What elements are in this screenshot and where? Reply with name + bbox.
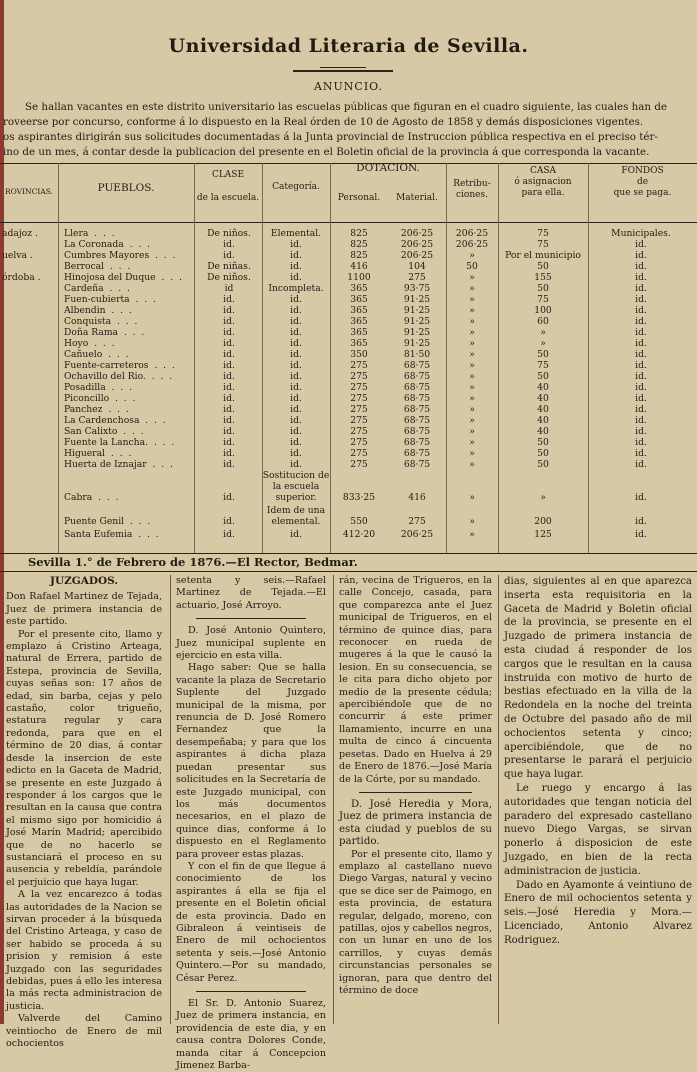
table-cell-casa: 75	[537, 239, 549, 250]
title-ornament-rule	[293, 70, 393, 72]
table-cell-clase: id.	[223, 349, 235, 360]
table-cell-cat: id.	[290, 305, 302, 316]
table-cell-clase: id.	[223, 294, 235, 305]
header-personal: Personal.	[337, 193, 381, 203]
table-cell-mat: 93·75	[403, 283, 431, 294]
announcement-heading: ANUNCIO.	[313, 80, 384, 93]
intro-line: ino de un mes, á contar desde la publicacion del presente en el Boletin oficial de la provincia á que corresponda la vacante.	[3, 146, 650, 158]
intro-line: os aspirantes dirigirán sus solicitudes documentadas á la Junta provincial de Instruccion pública respectiva en el preciso tér-	[3, 131, 658, 143]
table-cell-fondos: id.	[635, 516, 647, 527]
table-cell-clase: id.	[223, 529, 235, 540]
table-cell-casa: Por el municipio	[505, 250, 581, 261]
table-cell-casa: 50	[537, 283, 549, 294]
table-cell-cat: id.	[290, 316, 302, 327]
table-cell-pueblo: Posadilla . . .	[64, 382, 132, 393]
table-cell-ret: »	[469, 338, 475, 349]
table-cell-pers: 416	[350, 261, 368, 272]
table-cell-mat: 91·25	[403, 327, 431, 338]
table-cell-mat: 206·25	[400, 529, 434, 540]
table-cell-fondos: id.	[635, 250, 647, 261]
table-cell-ret: »	[469, 492, 475, 503]
table-cell-pers: 275	[350, 459, 368, 470]
notice-paragraph: El Sr. D. Antonio Suarez, Juez de primera instancia, en providencia de este dia, y en causa contra Dolores Conde, manda citar á Concepcion Jimenez Barba-	[176, 998, 326, 1072]
table-cell-pers: 275	[350, 415, 368, 426]
table-cell-ret: 206·25	[455, 239, 489, 250]
table-cell-clase: id.	[223, 516, 235, 527]
table-cell-pueblo: Albendin . . .	[64, 305, 132, 316]
header-retribuciones: Retribu- ciones.	[453, 179, 491, 200]
table-cell-ret: »	[469, 327, 475, 338]
table-cell-pueblo: Higueral . . .	[64, 448, 132, 459]
table-cell-pueblo: San Calixto . . .	[64, 426, 144, 437]
table-cell-pers: 550	[350, 516, 368, 527]
table-cell-casa: »	[540, 492, 546, 503]
table-cell-cat: id.	[290, 360, 302, 371]
col-divider	[194, 163, 195, 553]
table-cell-mat: 68·75	[403, 437, 431, 448]
table-cell-pers: 275	[350, 371, 368, 382]
table-cell-pueblo: Cabra . . .	[64, 492, 119, 503]
table-cell-clase: id.	[223, 305, 235, 316]
table-cell-clase: De niños.	[207, 228, 251, 239]
notice-paragraph: D. José Antonio Quintero, Juez municipal suplente en ejercicio en esta villa.	[176, 625, 326, 662]
table-cell-pueblo: Cañuelo . . .	[64, 349, 129, 360]
table-cell-fondos: id.	[635, 415, 647, 426]
table-cell-cat: id.	[290, 426, 302, 437]
table-cell-fondos: id.	[635, 294, 647, 305]
table-cell-pueblo: Piconcillo . . .	[64, 393, 136, 404]
table-cell-mat: 68·75	[403, 360, 431, 371]
table-cell-clase: id.	[223, 239, 235, 250]
table-cell-mat: 416	[408, 492, 426, 503]
table-cell-clase: id.	[223, 393, 235, 404]
table-cell-fondos: id.	[635, 316, 647, 327]
table-cell-casa: 50	[537, 349, 549, 360]
table-cell-cat: id.	[290, 529, 302, 540]
table-cell-mat: 68·75	[403, 426, 431, 437]
table-cell-pers: 365	[350, 283, 368, 294]
table-cell-pers: 275	[350, 426, 368, 437]
notice-paragraph: Por el presente cito, llamo y emplazo á Cristino Arteaga, natural de Errera, partido de Estepa, provincia de Sevilla, cuyas señas son: 17 años de edad, sin barba, cejas y pelo castaño, color trigueño, estatura regular y cara redonda, para que en el término de 20 dias, á contar desde la insercion de este edicto en la Gaceta de Madrid, se presente en este Juzgado á responder á los cargos que le resultan en la causa que contra el mismo sigo por homicidio á José Marín Madrid; apercibido que de no hacerlo se sustanciará el proceso en su ausencia y rebeldía, parándole el perjuicio que haya lugar.	[6, 628, 162, 888]
notice-paragraph: D. José Heredia y Mora, Juez de primera instancia de esta ciudad y pueblos de su partido.	[339, 798, 492, 848]
table-cell-pers: 275	[350, 360, 368, 371]
table-cell-fondos: id.	[635, 272, 647, 283]
footer-rule	[0, 571, 697, 572]
table-cell-pers: 275	[350, 393, 368, 404]
signature-line: Sevilla 1.° de Febrero de 1876.—El Rector, Bedmar.	[28, 555, 358, 569]
table-cell-casa: 100	[534, 305, 552, 316]
table-cell-pers: 365	[350, 316, 368, 327]
table-cell-cat: id.	[290, 261, 302, 272]
table-cell-pueblo: Cardeña . . .	[64, 283, 130, 294]
table-cell-pueblo: Hoyo . . .	[64, 338, 115, 349]
header-provincias: ROVINCIAS.	[5, 187, 53, 196]
table-cell-mat: 91·25	[403, 305, 431, 316]
table-cell-ret: 206·25	[455, 228, 489, 239]
table-cell-ret: »	[469, 459, 475, 470]
intro-line: Se hallan vacantes en este distrito universitario las escuelas públicas que figuran en el cuadro siguiente, las cuales han de	[25, 101, 668, 113]
table-cell-fondos: id.	[635, 529, 647, 540]
table-cell-pueblo: Cumbres Mayores . . .	[64, 250, 176, 261]
table-cell-cat: Idem de una elemental.	[266, 505, 326, 527]
table-cell-ret: »	[469, 250, 475, 261]
header-dotacion: DOTACION.	[356, 162, 420, 174]
table-cell-pers: 275	[350, 448, 368, 459]
table-cell-clase: id.	[223, 316, 235, 327]
table-cell-casa: 40	[537, 404, 549, 415]
table-cell-cat: Elemental.	[270, 228, 322, 239]
table-cell-pueblo: Santa Eufemia . . .	[64, 529, 159, 540]
table-cell-fondos: id.	[635, 492, 647, 503]
table-cell-ret: »	[469, 415, 475, 426]
table-cell-cat: id.	[290, 393, 302, 404]
table-cell-ret: »	[469, 294, 475, 305]
table-cell-mat: 68·75	[403, 459, 431, 470]
table-cell-prov: adajoz .	[2, 228, 38, 239]
notice-separator	[359, 792, 472, 793]
table-cell-cat: id.	[290, 349, 302, 360]
table-cell-clase: id.	[223, 448, 235, 459]
table-cell-fondos: id.	[635, 437, 647, 448]
table-cell-fondos: id.	[635, 338, 647, 349]
table-cell-cat: id.	[290, 448, 302, 459]
table-cell-pers: 825	[350, 239, 368, 250]
table-cell-fondos: id.	[635, 448, 647, 459]
table-cell-fondos: id.	[635, 327, 647, 338]
table-cell-clase: id.	[223, 415, 235, 426]
table-cell-ret: »	[469, 448, 475, 459]
table-cell-casa: 50	[537, 371, 549, 382]
header-clase-sub: de la escuela.	[196, 193, 260, 203]
table-cell-ret: »	[469, 404, 475, 415]
notice-paragraph: setenta y seis.—Rafael Martinez de Tejada.—El actuario, José Arroyo.	[176, 575, 326, 611]
table-bottom-rule	[0, 553, 697, 554]
table-cell-pers: 412·20	[342, 529, 376, 540]
table-cell-clase: id.	[223, 492, 235, 503]
notice-separator	[196, 618, 306, 619]
table-cell-casa: »	[540, 327, 546, 338]
table-cell-pers: 365	[350, 305, 368, 316]
table-cell-ret: »	[469, 371, 475, 382]
header-fondos: FONDOS de que se paga.	[613, 166, 672, 198]
notice-paragraph: A la vez encarezco á todas las autoridades de la Nacion se sirvan proceder á la búsqueda del Cristino Arteaga, y caso de ser habido se proceda á su prision y remision á este Juzgado con las seguridades debidas, pues á ello les interesa la más recta administracion de justicia.	[6, 889, 162, 1012]
section-heading: JUZGADOS.	[49, 575, 119, 587]
table-cell-fondos: id.	[635, 393, 647, 404]
table-cell-casa: 200	[534, 516, 552, 527]
table-cell-pueblo: Fuen-cubierta . . .	[64, 294, 156, 305]
table-cell-cat: id.	[290, 415, 302, 426]
table-cell-ret: »	[469, 272, 475, 283]
notice-paragraph: Dado en Ayamonte á veintiuno de Enero de mil ochocientos setenta y seis.—José Heredia y Mora.—Licenciado, Antonio Alvarez Rodriguez.	[504, 879, 692, 946]
table-cell-ret: »	[469, 529, 475, 540]
legal-notices	[0, 575, 697, 1072]
table-cell-casa: 50	[537, 437, 549, 448]
table-cell-fondos: id.	[635, 349, 647, 360]
table-cell-mat: 206·25	[400, 228, 434, 239]
header-pueblos: PUEBLOS.	[97, 182, 155, 194]
notice-separator	[196, 991, 306, 992]
table-cell-pers: 275	[350, 382, 368, 393]
table-cell-pueblo: Llera . . .	[64, 228, 115, 239]
table-cell-mat: 206·25	[400, 239, 434, 250]
table-cell-mat: 68·75	[403, 448, 431, 459]
notice-paragraph: Valverde del Camino veintiocho de Enero de mil ochocientos	[6, 1013, 162, 1050]
table-cell-casa: 50	[537, 459, 549, 470]
table-cell-ret: »	[469, 316, 475, 327]
table-cell-pers: 1100	[347, 272, 371, 283]
table-cell-ret: »	[469, 426, 475, 437]
table-cell-ret: »	[469, 349, 475, 360]
table-cell-fondos: id.	[635, 459, 647, 470]
table-cell-mat: 68·75	[403, 382, 431, 393]
table-cell-ret: »	[469, 516, 475, 527]
table-cell-cat: id.	[290, 371, 302, 382]
table-cell-pers: 350	[350, 349, 368, 360]
table-cell-pueblo: Conquista . . .	[64, 316, 138, 327]
table-cell-clase: id.	[223, 404, 235, 415]
table-cell-casa: 75	[537, 294, 549, 305]
table-cell-pers: 833·25	[342, 492, 376, 503]
table-cell-fondos: id.	[635, 404, 647, 415]
table-cell-mat: 275	[408, 272, 426, 283]
header-material: Material.	[396, 193, 438, 203]
table-cell-clase: id	[224, 283, 234, 294]
table-cell-pers: 365	[350, 327, 368, 338]
header-clase: CLASE	[211, 170, 245, 180]
notice-paragraph: Hago saber: Que se halla vacante la plaza de Secretario Suplente del Juzgado municipal de la misma, por renuncia de D. José Romero Fernandez que la desempeñaba; y para que los aspirantes á dicha plaza puedan presentar sus solicitudes en la Secretaría de este Juzgado municipal, con los más documentos necesarios, en el plazo de quince dias, conforme á lo dispuesto en el Reglamento para proveer estas plazas.	[176, 662, 326, 860]
table-cell-mat: 91·25	[403, 316, 431, 327]
table-cell-mat: 81·50	[403, 349, 431, 360]
table-cell-prov: uelva .	[2, 250, 33, 261]
table-cell-pueblo: Panchez . . .	[64, 404, 129, 415]
table-cell-casa: 155	[534, 272, 552, 283]
table-cell-casa: 50	[537, 261, 549, 272]
notice-column-1	[6, 575, 162, 1050]
table-cell-mat: 68·75	[403, 404, 431, 415]
table-cell-prov: órdoba .	[2, 272, 41, 283]
table-cell-casa: 40	[537, 393, 549, 404]
table-header-rule	[0, 222, 697, 223]
table-cell-pueblo: Ochavillo del Rio. . . .	[64, 371, 173, 382]
notice-paragraph: dias, siguientes al en que aparezca inserta esta requisitoria en la Gaceta de Madrid y Boletin oficial de la provincia, se presente en el Juzgado de primera instancia de esta ciudad á responder de los cargos que le resultan en la causa instruida con motivo de hurto de bestias efectuado en la villa de la Redondela en la noche del treinta de Octubre del pasado año de mil ochocientos setenta y cinco; apercibiéndole, que de no presentarse le parará el perjuicio que haya lugar.	[504, 576, 692, 781]
intro-line: roveerse por concurso, conforme á lo dispuesto en la Real órden de 10 de Agosto de 1858 y demás disposiciones vigentes.	[3, 116, 644, 128]
title-ornament	[320, 67, 366, 68]
table-cell-fondos: id.	[635, 382, 647, 393]
table-cell-pueblo: Huerta de Iznajar . . .	[64, 459, 173, 470]
table-cell-clase: De niñas.	[207, 261, 251, 272]
notice-column-2	[176, 575, 326, 1072]
notice-paragraph: Le ruego y encargo á las autoridades que tengan noticia del paradero del expresado castellano nuevo Diego Vargas, se sirvan ponerlo á disposicion de este Juzgado, en bien de la recta administracion de justicia.	[504, 782, 692, 877]
table-cell-casa: »	[540, 338, 546, 349]
table-cell-clase: id.	[223, 327, 235, 338]
table-cell-mat: 91·25	[403, 294, 431, 305]
table-cell-pueblo: La Coronada . . .	[64, 239, 151, 250]
table-cell-casa: 60	[537, 316, 549, 327]
table-cell-fondos: id.	[635, 426, 647, 437]
table-cell-ret: »	[469, 437, 475, 448]
table-cell-pers: 365	[350, 338, 368, 349]
table-cell-pers: 825	[350, 250, 368, 261]
header-casa: CASA ó asignacion para ella.	[514, 166, 572, 198]
page-title: Universidad Literaria de Sevilla.	[168, 35, 529, 57]
notice-paragraph: Por el presente cito, llamo y emplazo al castellano nuevo Diego Vargas, natural y vecino que se dice ser de Paimogo, en esta provincia, de estatura regular, delgado, moreno, con patillas, ojos y cabellos negros, con un lunar en uno de los carrillos, y cuyas demás circunstancias personales se ignoran, para que dentro del término de doce	[339, 848, 492, 996]
table-cell-fondos: id.	[635, 360, 647, 371]
table-cell-fondos: id.	[635, 371, 647, 382]
table-cell-clase: id.	[223, 382, 235, 393]
table-cell-ret: »	[469, 393, 475, 404]
notice-column-3	[339, 575, 492, 997]
table-cell-pers: 275	[350, 404, 368, 415]
table-cell-cat: id.	[290, 272, 302, 283]
table-cell-cat: id.	[290, 459, 302, 470]
table-cell-cat: id.	[290, 404, 302, 415]
table-cell-fondos: id.	[635, 261, 647, 272]
table-cell-clase: id.	[223, 426, 235, 437]
col-divider	[58, 163, 59, 553]
table-cell-pueblo: Puente Genil . . .	[64, 516, 151, 527]
table-cell-fondos: id.	[635, 283, 647, 294]
table-cell-clase: De niños.	[207, 272, 251, 283]
table-cell-pers: 275	[350, 437, 368, 448]
table-cell-ret: 50	[466, 261, 478, 272]
table-cell-casa: 125	[534, 529, 552, 540]
table-cell-casa: 75	[537, 228, 549, 239]
table-cell-cat: Incompleta.	[268, 283, 324, 294]
table-cell-cat: id.	[290, 250, 302, 261]
table-cell-casa: 50	[537, 448, 549, 459]
table-cell-pueblo: Hinojosa del Duque . . .	[64, 272, 182, 283]
notice-paragraph: Don Rafael Martinez de Tejada, Juez de primera instancia de este partido.	[6, 591, 162, 628]
table-cell-pueblo: Berrocal . . .	[64, 261, 131, 272]
table-cell-mat: 275	[408, 516, 426, 527]
table-cell-ret: »	[469, 305, 475, 316]
table-cell-clase: id.	[223, 437, 235, 448]
table-cell-pueblo: Doña Rama . . .	[64, 327, 145, 338]
table-cell-cat: id.	[290, 338, 302, 349]
table-cell-clase: id.	[223, 250, 235, 261]
notice-paragraph: rán, vecina de Trigueros, en la calle Concejo, casada, para que comparezca ante el Juez municipal de Trigueros, en el término de quince dias, para reconocer en rueda de mugeres á la que le causó la lesion. En su consecuencia, se le cita para dicho objeto por medio de la presente cédula; apercibiéndole que de no concurrir á este primer llamamiento, incurre en una multa de cinco á cincuenta pesetas. Dado en Huelva á 29 de Enero de 1876.—José María de la Córte, por su mandado.	[339, 575, 492, 785]
header-categoria: Categoría.	[272, 182, 320, 192]
notice-paragraph: Y con el fin de que llegue á conocimiento de los aspirantes á ella se fija el presente en el Boletin oficial de esta provincia. Dado en Gibraleon á veintiseis de Enero de mil ochocientos setenta y seis.—José Antonio Quintero.—Por su mandado, César Perez.	[176, 860, 326, 984]
announcement-intro	[3, 100, 695, 160]
table-cell-cat: id.	[290, 327, 302, 338]
table-cell-casa: 40	[537, 426, 549, 437]
table-cell-fondos: id.	[635, 305, 647, 316]
table-cell-mat: 206·25	[400, 250, 434, 261]
table-cell-ret: »	[469, 283, 475, 294]
table-cell-pueblo: Fuente-carreteros . . .	[64, 360, 175, 371]
table-cell-fondos: Municipales.	[611, 228, 671, 239]
table-cell-mat: 104	[408, 261, 426, 272]
table-cell-mat: 68·75	[403, 415, 431, 426]
table-cell-mat: 91·25	[403, 338, 431, 349]
table-cell-cat: id.	[290, 239, 302, 250]
table-cell-mat: 68·75	[403, 371, 431, 382]
table-cell-pers: 365	[350, 294, 368, 305]
table-cell-clase: id.	[223, 338, 235, 349]
table-cell-ret: »	[469, 360, 475, 371]
table-cell-clase: id.	[223, 459, 235, 470]
table-cell-pers: 825	[350, 228, 368, 239]
table-cell-mat: 68·75	[403, 393, 431, 404]
table-cell-cat: id.	[290, 437, 302, 448]
table-cell-cat: Sostitucion de la escuela superior.	[262, 470, 330, 503]
table-cell-fondos: id.	[635, 239, 647, 250]
table-cell-clase: id.	[223, 360, 235, 371]
table-cell-cat: id.	[290, 294, 302, 305]
table-cell-cat: id.	[290, 382, 302, 393]
table-cell-pueblo: La Cardenchosa . . .	[64, 415, 166, 426]
table-cell-casa: 75	[537, 360, 549, 371]
table-cell-clase: id.	[223, 371, 235, 382]
table-cell-ret: »	[469, 382, 475, 393]
table-cell-casa: 40	[537, 415, 549, 426]
table-cell-pueblo: Fuente la Lancha. . . .	[64, 437, 175, 448]
table-cell-casa: 40	[537, 382, 549, 393]
notice-column-4	[504, 575, 692, 948]
